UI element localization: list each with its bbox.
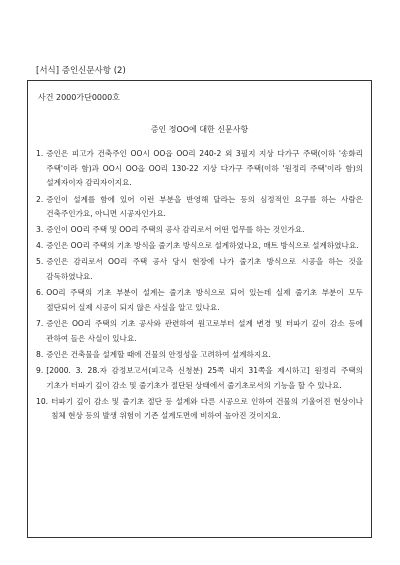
question-text: 증인이 설계를 함에 있어 이런 부분을 반영해 달라는 등의 심정적인 요구를 하는 사람은 건축주인가요, 아니면 시공자인가요. — [46, 194, 363, 219]
question-number: 6. — [36, 288, 44, 298]
question-list — [36, 147, 363, 426]
question-item — [36, 255, 363, 284]
question-text: 증인은 감리로서 OO리 주택 공사 당시 현장에 나가 줄기초 방식으로 시공을 하는 것을 감독하였나요. — [46, 257, 363, 282]
question-number: 8. — [36, 349, 44, 359]
question-item — [36, 193, 363, 222]
question-text: 증인은 피고가 건축주인 OO시 OO읍 OO리 240-2 외 3필지 지상 다가구 주택(이하 '송화리 주택'이라 함)과 OO시 OO읍 OO리 130-22 지상 다가구 주택(이하 '원정리 주택'이라 함)의 설계자이자 감리자이지요. — [46, 149, 363, 188]
question-item — [36, 147, 363, 191]
question-number: 7. — [36, 319, 44, 329]
question-item — [36, 286, 363, 315]
case-number: 사건 2000가단0000호 — [38, 93, 120, 102]
question-text: 증인은 OO리 주택의 기초 공사와 관련하여 원고로부터 설계 변경 및 터파기 깊이 감소 등에 관하여 들은 사실이 있나요. — [46, 319, 363, 343]
question-number: 3. — [36, 225, 44, 235]
question-number: 2. — [36, 194, 44, 204]
question-text: [2000. 3. 28.자 감정보고서(피고측 신청분) 25쪽 내지 31쪽을 제시하고] 원정리 주택의 기초가 터파기 깊이 감소 및 줄기초가 절단된 상태에서 줄기초로서의 기능을 할 수 있나요. — [46, 365, 363, 390]
question-number: 9. — [36, 365, 44, 375]
form-header-label: [서식] 증인신문사항 (2) — [36, 66, 126, 76]
question-text: 터파기 깊이 감소 및 줄기초 절단 등 설계와 다른 시공으로 인하여 건물의 기울어진 현상이나 침체 현상 등의 발생 위험이 기존 설계도면에 비하여 높아진 것이지요. — [51, 396, 363, 421]
question-text: 증인은 OO리 주택의 기초 방식을 줄기초 방식으로 설계하였나요, 매트 방식으로 설계하였나요. — [46, 241, 359, 251]
question-text: OO리 주택의 기초 부분이 설계는 줄기초 방식으로 되어 있는데 실제 줄기초 부분이 모두 절단되어 실제 시공이 되지 않은 사실을 알고 있나요. — [46, 288, 363, 312]
question-text: 증인은 건축물을 설계할 때에 건물의 안정성을 고려하여 설계하지요. — [46, 349, 271, 359]
question-number: 10. — [36, 396, 49, 406]
question-item — [36, 239, 363, 254]
question-item — [36, 348, 363, 363]
question-item — [36, 317, 363, 346]
question-number: 5. — [36, 257, 44, 267]
question-item — [36, 395, 363, 424]
question-number: 4. — [36, 241, 44, 251]
document-title: 증인 정OO에 대한 신문사항 — [150, 125, 249, 134]
question-number: 1. — [36, 149, 44, 158]
question-text: 증인이 OO리 주택 및 OO리 주택의 공사 감리로서 어떤 업무를 하는 것인가요. — [46, 225, 305, 235]
question-item — [36, 223, 363, 238]
question-item — [36, 364, 363, 393]
document-body — [27, 80, 372, 538]
